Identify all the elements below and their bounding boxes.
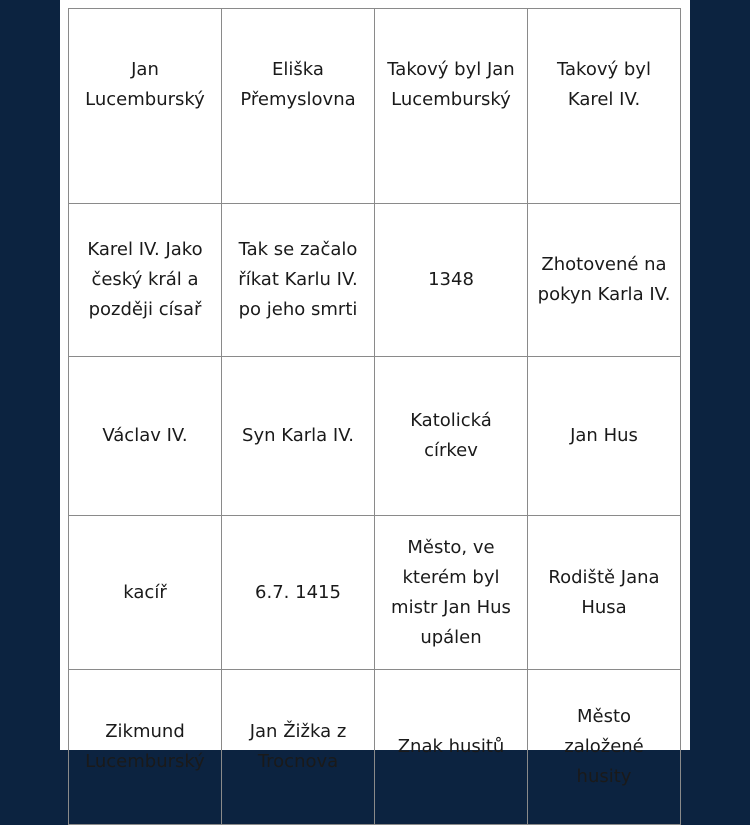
card-cell: Václav IV. <box>69 357 222 516</box>
card-cell: Jan Hus <box>528 357 681 516</box>
card-cell: Znak husitů <box>375 670 528 825</box>
card-cell: Zikmund Lucemburský <box>69 670 222 825</box>
card-cell: Jan Žižka z Trocnova <box>222 670 375 825</box>
card-cell: Jan Lucemburský <box>69 9 222 204</box>
card-cell: Takový byl Karel IV. <box>528 9 681 204</box>
card-cell: Město, ve kterém byl mistr Jan Hus upálen <box>375 516 528 670</box>
card-cell: Tak se začalo říkat Karlu IV. po jeho smrti <box>222 204 375 357</box>
card-grid <box>68 8 681 825</box>
card-cell: Zhotovené na pokyn Karla IV. <box>528 204 681 357</box>
worksheet-page <box>60 0 690 787</box>
grid-row <box>69 204 681 357</box>
grid-row <box>69 516 681 670</box>
card-cell: Syn Karla IV. <box>222 357 375 516</box>
card-cell: Katolická církev <box>375 357 528 516</box>
grid-row <box>69 357 681 516</box>
card-cell: Město založené husity <box>528 670 681 825</box>
card-cell: Karel IV. Jako český král a později císař <box>69 204 222 357</box>
card-cell: Takový byl Jan Lucemburský <box>375 9 528 204</box>
card-cell: Eliška Přemyslovna <box>222 9 375 204</box>
card-cell: kacíř <box>69 516 222 670</box>
grid-row <box>69 9 681 204</box>
grid-row <box>69 670 681 825</box>
card-cell: Rodiště Jana Husa <box>528 516 681 670</box>
card-cell: 6.7. 1415 <box>222 516 375 670</box>
card-cell: 1348 <box>375 204 528 357</box>
